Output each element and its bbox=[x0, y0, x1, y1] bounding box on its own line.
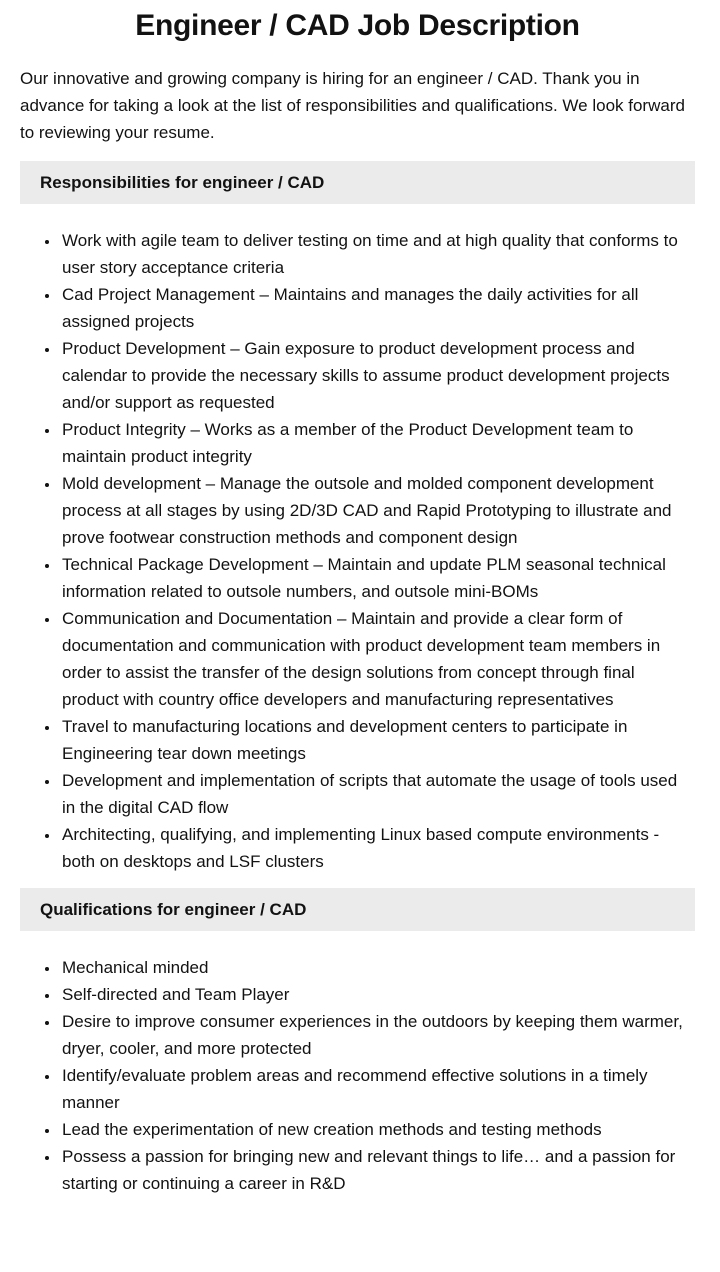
list-item: • Development and implementation of scripts that automate the usage of tools used in the digital CAD flow bbox=[60, 767, 695, 821]
list-item: • Mold development – Manage the outsole and molded component development process at all stages by using 2D/3D CAD and Rapid Prototyping to illustrate and prove footwear construction methods and component design bbox=[60, 470, 695, 551]
list-item: • Work with agile team to deliver testing on time and at high quality that conforms to user story acceptance criteria bbox=[60, 227, 695, 281]
list-item: • Travel to manufacturing locations and development centers to participate in Engineering tear down meetings bbox=[60, 713, 695, 767]
list-item: • Architecting, qualifying, and implementing Linux based compute environments - both on desktops and LSF clusters bbox=[60, 821, 695, 875]
intro-paragraph: Our innovative and growing company is hiring for an engineer / CAD. Thank you in advance for taking a look at the list of responsibilities and qualifications. We look forward to reviewing your resume. bbox=[20, 69, 685, 142]
list-item: • Cad Project Management – Maintains and manages the daily activities for all assigned projects bbox=[60, 281, 695, 335]
list-item: • Identify/evaluate problem areas and recommend effective solutions in a timely manner bbox=[60, 1062, 695, 1116]
responsibilities-section-header: Responsibilities for engineer / CAD bbox=[20, 161, 695, 204]
section-qualifications bbox=[20, 888, 695, 1197]
section-responsibilities bbox=[20, 161, 695, 875]
list-item: • Product Integrity – Works as a member of the Product Development team to maintain product integrity bbox=[60, 416, 695, 470]
responsibilities-list bbox=[20, 227, 695, 875]
list-item: • Mechanical minded bbox=[60, 954, 695, 981]
list-item: • Self-directed and Team Player bbox=[60, 981, 695, 1008]
list-item: • Lead the experimentation of new creation methods and testing methods bbox=[60, 1116, 695, 1143]
page-title: Engineer / CAD Job Description bbox=[135, 9, 580, 42]
list-item: • Technical Package Development – Maintain and update PLM seasonal technical information related to outsole numbers, and outsole mini-BOMs bbox=[60, 551, 695, 605]
list-item: • Possess a passion for bringing new and relevant things to life… and a passion for starting or continuing a career in R&D bbox=[60, 1143, 695, 1197]
qualifications-section-header: Qualifications for engineer / CAD bbox=[20, 888, 695, 931]
list-item: • Communication and Documentation – Maintain and provide a clear form of documentation and communication with product development team members in order to assist the transfer of the design solutions from concept through final product with country office developers and manufacturing representatives bbox=[60, 605, 695, 713]
list-item: • Product Development – Gain exposure to product development process and calendar to provide the necessary skills to assume product development projects and/or support as requested bbox=[60, 335, 695, 416]
list-item: • Desire to improve consumer experiences in the outdoors by keeping them warmer, dryer, cooler, and more protected bbox=[60, 1008, 695, 1062]
qualifications-list bbox=[20, 954, 695, 1197]
